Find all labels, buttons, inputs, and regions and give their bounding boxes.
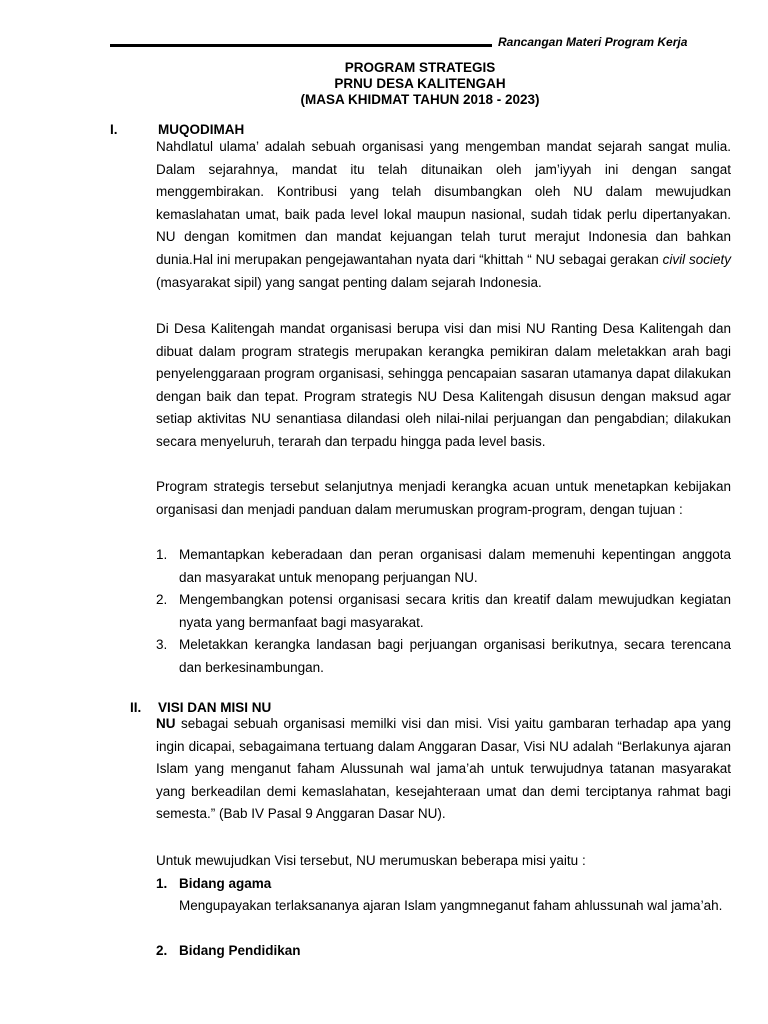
running-header: Rancangan Materi Program Kerja: [498, 35, 688, 49]
list-item-3-text: Meletakkan kerangka landasan bagi perjuangan organisasi berikutnya, secara terencana dan berkesinambungan.: [179, 637, 731, 675]
section-2-number: II.: [130, 700, 142, 715]
list-item-3-number: 3.: [156, 637, 168, 652]
section-1-number: I.: [110, 122, 118, 137]
section-2-heading: VISI DAN MISI NU: [158, 700, 272, 715]
document-title: [110, 60, 730, 108]
list-item-1-text: Memantapkan keberadaan dan peran organisasi dalam memenuhi kepentingan anggota dan masyarakat untuk menopang perjuangan NU.: [179, 547, 731, 585]
title-line-3: (MASA KHIDMAT TAHUN 2018 - 2023): [300, 92, 540, 107]
title-line-2: PRNU DESA KALITENGAH: [334, 76, 506, 91]
list-item-1-number: 1.: [156, 547, 168, 562]
misi-item-1-number: 1.: [156, 876, 168, 891]
section-2-paragraph-2: Untuk mewujudkan Visi tersebut, NU merumuskan beberapa misi yaitu :: [156, 853, 586, 868]
misi-item-1-text: Mengupayakan terlaksananya ajaran Islam yangmneganut faham ahlussunah wal jama’ah.: [179, 898, 723, 913]
section-1-paragraph-2: Di Desa Kalitengah mandat organisasi berupa visi dan misi NU Ranting Desa Kalitengah dan dibuat dalam program strategis merupakan kerangka pemikiran dalam meletakkan arah bagi penyelenggaraan program organisasi, sehingga pencapaian sasaran utamanya dapat dilakukan dengan baik dan tepat. Program strategis NU Desa Kalitengah disusun dengan maksud agar setiap aktivitas NU senantiasa dilandasi oleh nilai-nilai perjuangan dan pengabdian; dilakukan secara menyeluruh, terarah dan terpadu hingga pada level basis.: [156, 321, 731, 449]
misi-item-1-title: Bidang agama: [179, 876, 272, 891]
paragraph-1-end: (masyarakat sipil) yang sangat penting dalam sejarah Indonesia.: [156, 274, 542, 290]
list-item-2-number: 2.: [156, 592, 168, 607]
misi-item-2-number: 2.: [156, 943, 168, 958]
nu-bold: NU: [156, 716, 176, 731]
paragraph-1-italic: civil society: [662, 251, 731, 267]
section-1-paragraph-3: Program strategis tersebut selanjutnya menjadi kerangka acuan untuk menetapkan kebijakan organisasi dan menjadi panduan dalam merumuskan program-program, dengan tujuan :: [156, 479, 731, 517]
section-1-paragraph-1: [156, 136, 731, 294]
section-1-heading: MUQODIMAH: [158, 122, 245, 137]
section-2-paragraph-1: [156, 713, 731, 826]
paragraph-1-main: Nahdlatul ulama’ adalah sebuah organisasi yang mengemban mandat sejarah sangat mulia. Dalam sejarahnya, mandat itu telah ditunaikan oleh jam’iyyah ini dengan sangat menggembirakan. Kontribusi yang telah disumbangkan oleh NU dalam mewujudkan kemaslahatan umat, baik pada level lokal maupun nasional, sudah tidak perlu dipertanyakan. NU dengan komitmen dan mandat kejuangan telah turut merajut Indonesia dan bahkan dunia.Hal ini merupakan pengejawantahan nyata dari “khittah “ NU sebagai gerakan: [156, 139, 731, 267]
title-line-1: PROGRAM STRATEGIS: [344, 60, 496, 75]
header-rule: [110, 44, 492, 47]
section-2-paragraph-1-text: sebagai sebuah organisasi memilki visi dan misi. Visi yaitu gambaran terhadap apa yang ingin dicapai, sebagaimana tertuang dalam Anggaran Dasar, Visi NU adalah “Berlakunya ajaran Islam yang menganut faham Alussunah wal jama’ah untuk terwujudnya tatanan masyarakat yang berkeadilan demi kemaslahatan, kesejahteraan umat dan demi terciptanya rahmat bagi semesta.” (Bab IV Pasal 9 Anggaran Dasar NU).: [156, 716, 731, 822]
list-item-2-text: Mengembangkan potensi organisasi secara kritis dan kreatif dalam mewujudkan kegiatan nyata yang bermanfaat bagi masyarakat.: [179, 592, 731, 630]
misi-item-2-title: Bidang Pendidikan: [179, 943, 301, 958]
